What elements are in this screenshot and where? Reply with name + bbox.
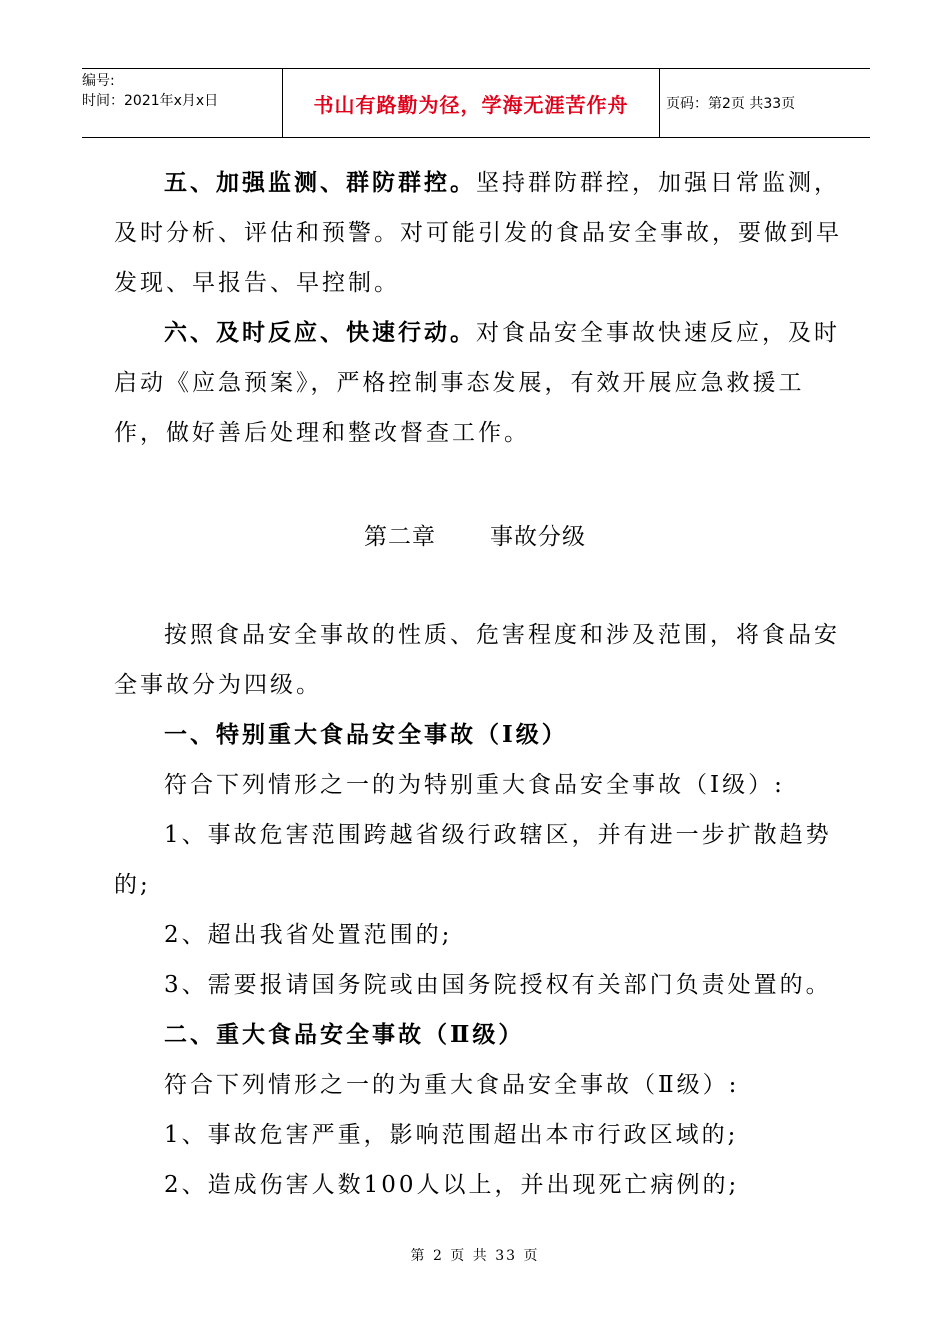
- level1-heading: 一、特别重大食品安全事故（Ⅰ级）: [164, 721, 568, 748]
- level1-item: 2、超出我省处置范围的;: [164, 922, 453, 948]
- principle-six-title: 六、及时反应、快速行动。: [164, 319, 476, 346]
- classification-intro: 按照食品安全事故的性质、危害程度和涉及范围，将食品安全事故分为四级。: [114, 622, 840, 698]
- principle-five-title: 五、加强监测、群防群控。: [164, 169, 476, 196]
- header-page-info: 页码：第2页 共33页: [666, 96, 796, 112]
- level1-lead: 符合下列情形之一的为特别重大食品安全事故（Ⅰ级）:: [164, 772, 785, 798]
- principle-six: [114, 308, 844, 458]
- chapter-title: 事故分级: [490, 524, 586, 550]
- section-principles: [114, 158, 844, 458]
- chapter-number: 第二章: [364, 524, 436, 550]
- principle-five: [114, 158, 844, 308]
- principle-five-text: 坚持群防群控，加强日常监测，及时分析、评估和预警。对可能引发的食品安全事故，要做到早发现、早报告、早控制。: [114, 170, 842, 296]
- level1-item: 1、事故危害范围跨越省级行政辖区，并有进一步扩散趋势的;: [114, 822, 832, 898]
- level1-item: 3、需要报请国务院或由国务院授权有关部门负责处置的。: [164, 972, 832, 998]
- page-footer: 第 2 页 共 33 页: [410, 1248, 540, 1264]
- header-motto: 书山有路勤为径，学海无涯苦作舟: [282, 69, 660, 137]
- level2-heading: 二、重大食品安全事故（Ⅱ级）: [164, 1021, 525, 1048]
- header-left-cell: [82, 69, 282, 137]
- number-label: 编号:: [82, 73, 115, 89]
- document-header: [82, 68, 870, 138]
- time-label: 时间：2021年x月x日: [82, 93, 219, 109]
- level2-lead: 符合下列情形之一的为重大食品安全事故（Ⅱ级）:: [164, 1072, 740, 1098]
- principle-six-text: 对食品安全事故快速反应，及时启动《应急预案》，严格控制事态发展，有效开展应急救援工作，做好善后处理和整改督查工作。: [114, 320, 840, 446]
- section-classification: [114, 610, 844, 1210]
- level2-item: 1、事故危害严重，影响范围超出本市行政区域的;: [164, 1122, 739, 1148]
- level2-item: 2、造成伤害人数100人以上，并出现死亡病例的;: [164, 1172, 740, 1198]
- chapter-heading: [0, 512, 950, 562]
